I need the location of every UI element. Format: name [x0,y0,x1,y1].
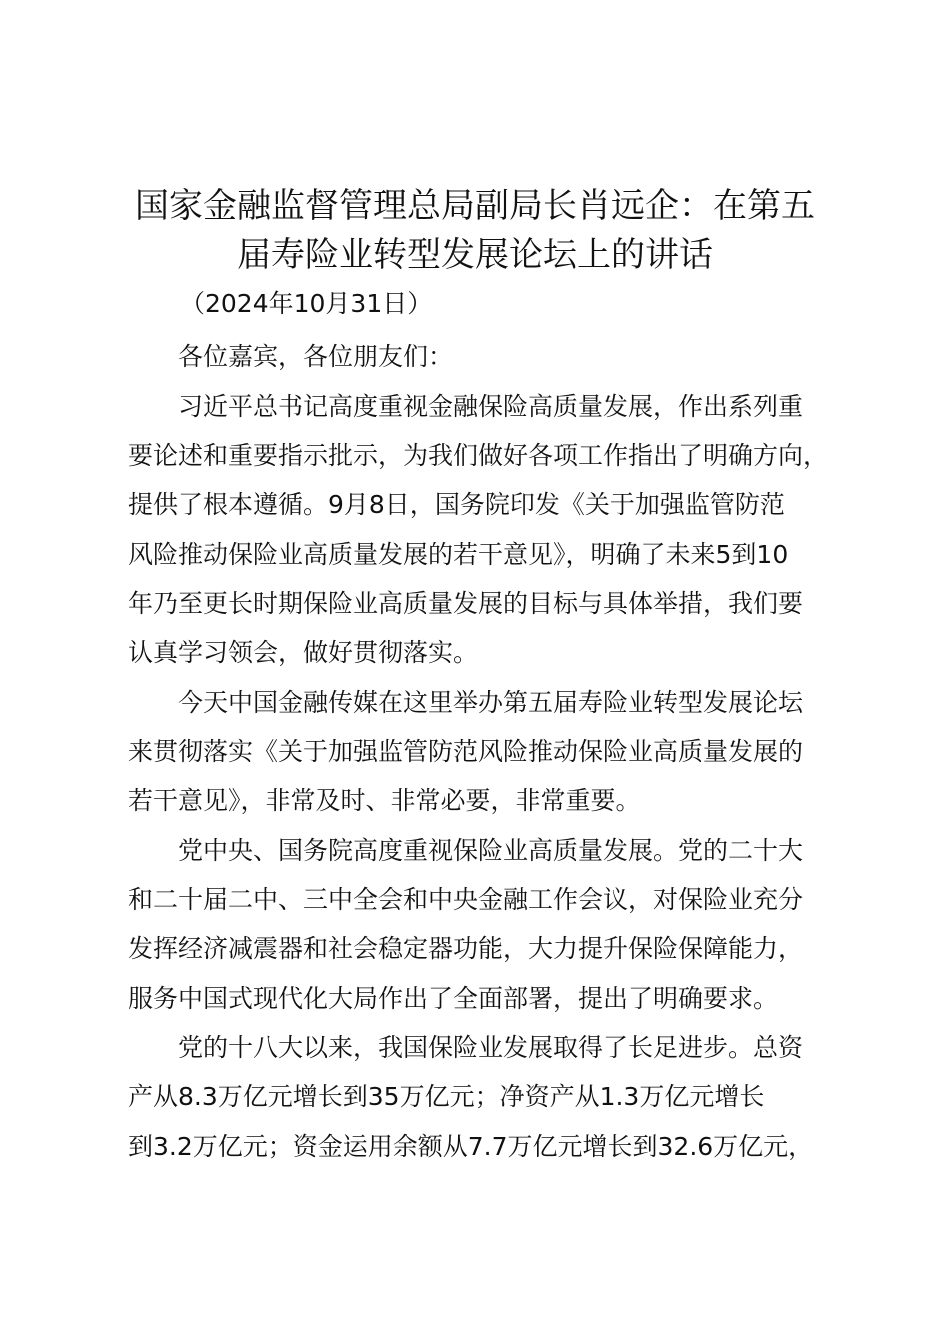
greeting-line: 各位嘉宾，各位朋友们： [178,342,454,371]
paragraph-2-line-1: 今天中国金融传媒在这里举办第五届寿险业转型发展论坛 [178,688,804,717]
paragraph-1-line-1: 习近平总书记高度重视金融保险高质量发展，作出系列重 [178,392,804,421]
paragraph-3-line-1: 党中央、国务院高度重视保险业高质量发展。党的二十大 [178,836,804,865]
paragraph-4-line-1: 党的十八大以来，我国保险业发展取得了长足进步。总资 [178,1033,804,1062]
paragraph-4-line-3: 到3.2万亿元；资金运用余额从7.7万亿元增长到32.6万亿元， [128,1132,814,1161]
speech-date: （2024年10月31日） [180,289,433,318]
document-title [100,182,850,280]
title-line-1: 国家金融监督管理总局副局长肖远企：在第五 [135,186,815,226]
paragraph-3-line-4: 服务中国式现代化大局作出了全面部署，提出了明确要求。 [128,984,779,1013]
title-line-2: 届寿险业转型发展论坛上的讲话 [237,235,713,275]
paragraph-4-line-2: 产从8.3万亿元增长到35万亿元；净资产从1.3万亿元增长 [128,1082,765,1111]
paragraph-1-line-2: 要论述和重要指示批示，为我们做好各项工作指出了明确方向， [128,441,829,470]
paragraph-3-line-2: 和二十届二中、三中全会和中央金融工作会议，对保险业充分 [128,885,804,914]
paragraph-2-line-2: 来贯彻落实《关于加强监管防范风险推动保险业高质量发展的 [128,737,804,766]
paragraph-1-line-3: 提供了根本遵循。9月8日，国务院印发《关于加强监管防范 [128,490,785,519]
paragraph-1-line-6: 认真学习领会，做好贯彻落实。 [128,638,479,667]
paragraph-1-line-4: 风险推动保险业高质量发展的若干意见》，明确了未来5到10 [128,540,789,569]
paragraph-3-line-3: 发挥经济减震器和社会稳定器功能，大力提升保险保障能力， [128,934,804,963]
paragraph-1-line-5: 年乃至更长时期保险业高质量发展的目标与具体举措，我们要 [128,589,804,618]
paragraph-2-line-3: 若干意见》，非常及时、非常必要，非常重要。 [128,786,641,815]
